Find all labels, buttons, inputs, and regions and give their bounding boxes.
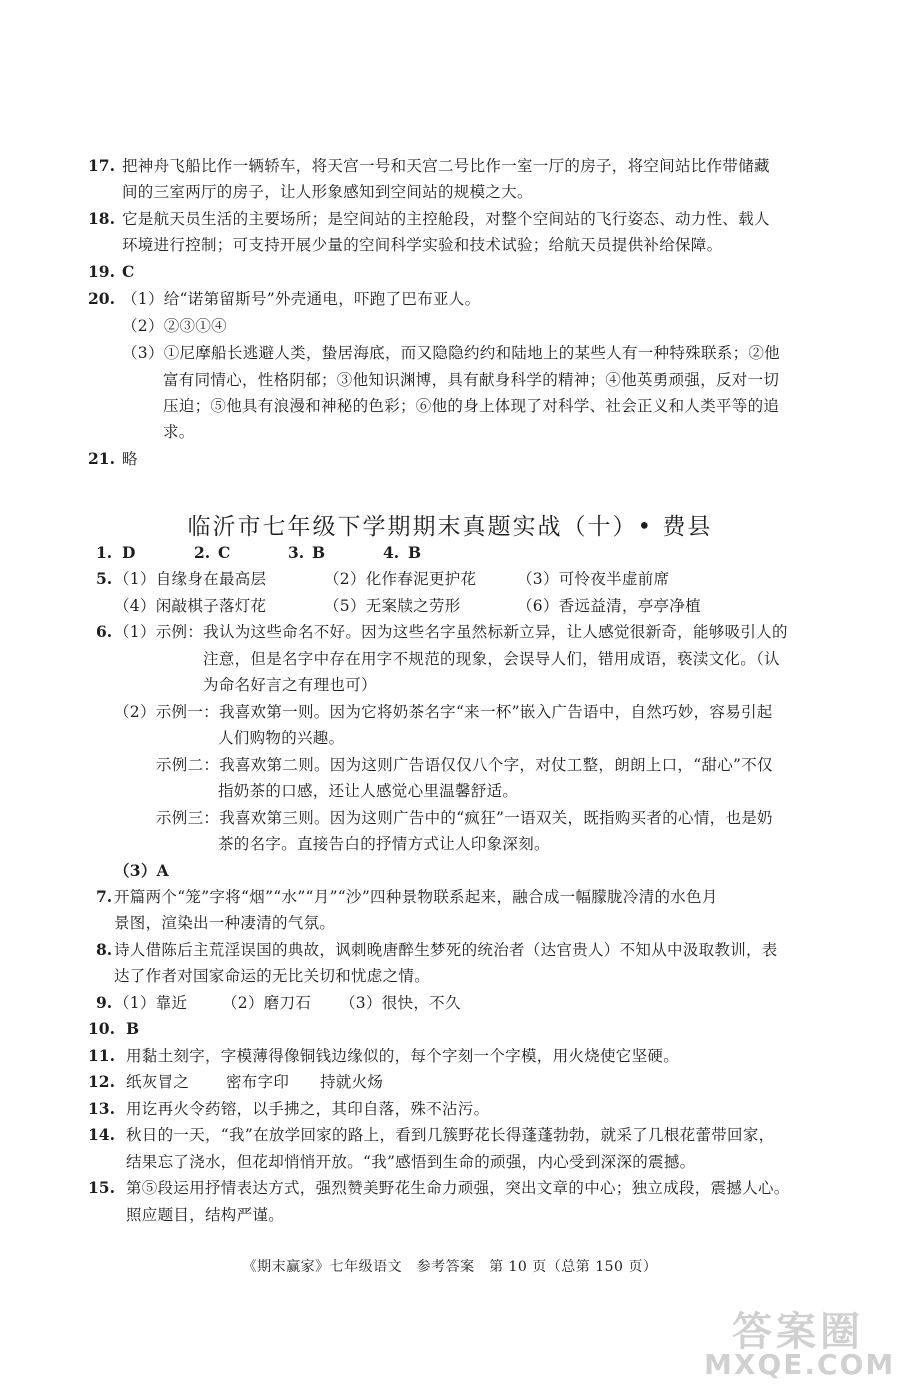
answer-line: 开篇两个“笼”字将“烟”“水”“月”“沙”四种景物联系起来，融合成一幅朦胧冷清的水色月 xyxy=(114,888,718,906)
answer-item: （2）磨刀石 xyxy=(222,994,312,1012)
answer-item: （4）闲敲棋子落灯花 xyxy=(114,597,267,615)
answer-line: 第⑤段运用抒情表达方式，强烈赞美野花生命力顽强，突出文章的中心；独立成段，震撼人心。 xyxy=(126,1179,790,1197)
answer-item: 持就火炀 xyxy=(320,1073,384,1091)
answer-number: 6. xyxy=(96,622,113,641)
answer-line: 间的三室两厅的房子，让人形象感知到空间站的规模之大。 xyxy=(122,183,533,201)
page-footer: 《期末赢家》七年级语文 参考答案 第 10 页（总第 150 页） xyxy=(242,1259,658,1275)
section-title: 临沂市七年级下学期期末真题实战（十）• 费县 xyxy=(187,514,713,540)
answer-number: 7. xyxy=(96,887,113,906)
answer-text: B xyxy=(126,1019,140,1038)
answer-line: 指奶茶的口感，还让人感觉心里温馨舒适。 xyxy=(218,782,519,800)
answer-line: 压迫；⑤他具有浪漫和神秘的色彩；⑥他的身上体现了对科学、社会正义和人类平等的追 xyxy=(163,397,780,415)
answer-part-1: （1）给“诺第留斯号”外壳通电，吓跑了巴布亚人。 xyxy=(122,290,481,308)
answer-item: 纸灰冒之 xyxy=(126,1073,190,1091)
answer-line: 求。 xyxy=(163,423,195,441)
answer-item: （2）化作春泥更护花 xyxy=(324,570,477,588)
answer-number: 5. xyxy=(96,569,113,588)
answer-line: 把神舟飞船比作一辆轿车，将天宫一号和天宫二号比作一室一厅的房子，将空间站比作带储藏 xyxy=(122,157,770,175)
answer-part-1: （1）示例：我认为这些命名不好。因为这些名字虽然标新立异，让人感觉很新奇，能够吸引人的 xyxy=(114,623,788,641)
answer-text: C xyxy=(218,543,231,562)
answer-text: 用讫再火令药镕，以手拂之，其印自落，殊不沾污。 xyxy=(126,1100,490,1118)
answer-text: B xyxy=(312,543,326,562)
answer-text: 略 xyxy=(122,450,138,468)
answer-text: D xyxy=(122,543,136,562)
answer-number: 4. xyxy=(383,543,400,562)
answer-text: 用黏土刻字，字模薄得像铜钱边缘似的，每个字刻一个字模，用火烧使它坚硬。 xyxy=(126,1047,680,1065)
answer-line: 注意，但是名字中存在用字不规范的现象，会误导人们，错用成语，亵渎文化。（认 xyxy=(203,650,780,668)
answer-part-3: （3）A xyxy=(114,861,170,880)
answer-number: 11. xyxy=(88,1046,115,1065)
answer-part-3: （3）①尼摩船长逃避人类，蛰居海底，而又隐隐约约和陆地上的某些人有一种特殊联系；②他 xyxy=(122,344,780,362)
answer-text: B xyxy=(408,543,422,562)
answer-number: 19. xyxy=(88,262,115,281)
answer-line: 照应题目，结构严谨。 xyxy=(126,1206,285,1224)
answer-line: 达了作者对国家命运的无比关切和忧虑之情。 xyxy=(114,967,431,985)
answer-item: （1）靠近 xyxy=(114,994,188,1012)
answer-number: 21. xyxy=(88,449,115,468)
answer-line: 为命名好言之有理也可） xyxy=(203,676,377,694)
answer-line: 茶的名字。直接告白的抒情方式让人印象深刻。 xyxy=(218,835,550,853)
answer-number: 15. xyxy=(88,1178,115,1197)
answer-line: 富有同情心，性格阴郁；③他知识渊博，具有献身科学的精神；④他英勇顽强，反对一切 xyxy=(163,371,780,389)
answer-number: 20. xyxy=(88,289,115,308)
answer-number: 3. xyxy=(288,543,305,562)
answer-number: 18. xyxy=(88,209,115,228)
answer-number: 8. xyxy=(96,940,113,959)
answer-line: 人们购物的兴趣。 xyxy=(218,729,345,747)
watermark-logo xyxy=(702,1300,896,1381)
answer-line: 秋日的一天，“我”在放学回家的路上，看到几簇野花长得蓬蓬勃勃，就采了几根花蕾带回家， xyxy=(126,1126,775,1144)
answer-example: 示例三：我喜欢第三则。因为这则广告中的“疯狂”一语双关，既指购买者的心情，也是奶 xyxy=(156,809,773,827)
answer-number: 13. xyxy=(88,1099,115,1118)
answer-item: （6）香远益清，亭亭净植 xyxy=(517,597,701,615)
answer-line: 环境进行控制；可支持开展少量的空间科学实验和技术试验；给航天员提供补给保障。 xyxy=(122,236,723,254)
answer-item: （3）很快，不久 xyxy=(340,994,461,1012)
answer-number: 1. xyxy=(96,543,113,562)
answer-line: 结果忘了浇水，但花却悄悄开放。“我”感悟到生命的顽强，内心受到深深的震撼。 xyxy=(126,1153,696,1171)
answer-item: （1）自缘身在最高层 xyxy=(114,570,267,588)
answer-number: 12. xyxy=(88,1072,115,1091)
answer-line: 诗人借陈后主荒淫误国的典故，讽刺晚唐醉生梦死的统治者（达官贵人）不知从中汲取教训，表 xyxy=(114,941,778,959)
answer-part-2: （2）②③①④ xyxy=(122,317,227,335)
answer-number: 17. xyxy=(88,156,115,175)
answer-line: 景图，渲染出一种凄清的气氛。 xyxy=(114,914,336,932)
answer-item: （5）无案牍之劳形 xyxy=(324,597,461,615)
answer-item: （3）可怜夜半虚前席 xyxy=(517,570,670,588)
answer-number: 14. xyxy=(88,1125,115,1144)
answer-text: C xyxy=(122,262,135,281)
answer-number: 9. xyxy=(96,993,113,1012)
answer-item: 密布字印 xyxy=(226,1073,290,1091)
answer-number: 2. xyxy=(194,543,211,562)
watermark-url: MXQE.COM xyxy=(704,1348,896,1381)
answer-number: 10. xyxy=(88,1019,115,1038)
answer-line: 它是航天员生活的主要场所；是空间站的主控舱段，对整个空间站的飞行姿态、动力性、载人 xyxy=(122,210,770,228)
answer-part-2: （2）示例一：我喜欢第一则。因为它将奶茶名字“来一杯”嵌入广告语中，自然巧妙，容易引起 xyxy=(114,703,773,721)
watermark-text: 答案圈 xyxy=(732,1309,864,1355)
answer-example: 示例二：我喜欢第二则。因为这则广告语仅仅八个字，对仗工整，朗朗上口，“甜心”不仅 xyxy=(156,756,773,774)
